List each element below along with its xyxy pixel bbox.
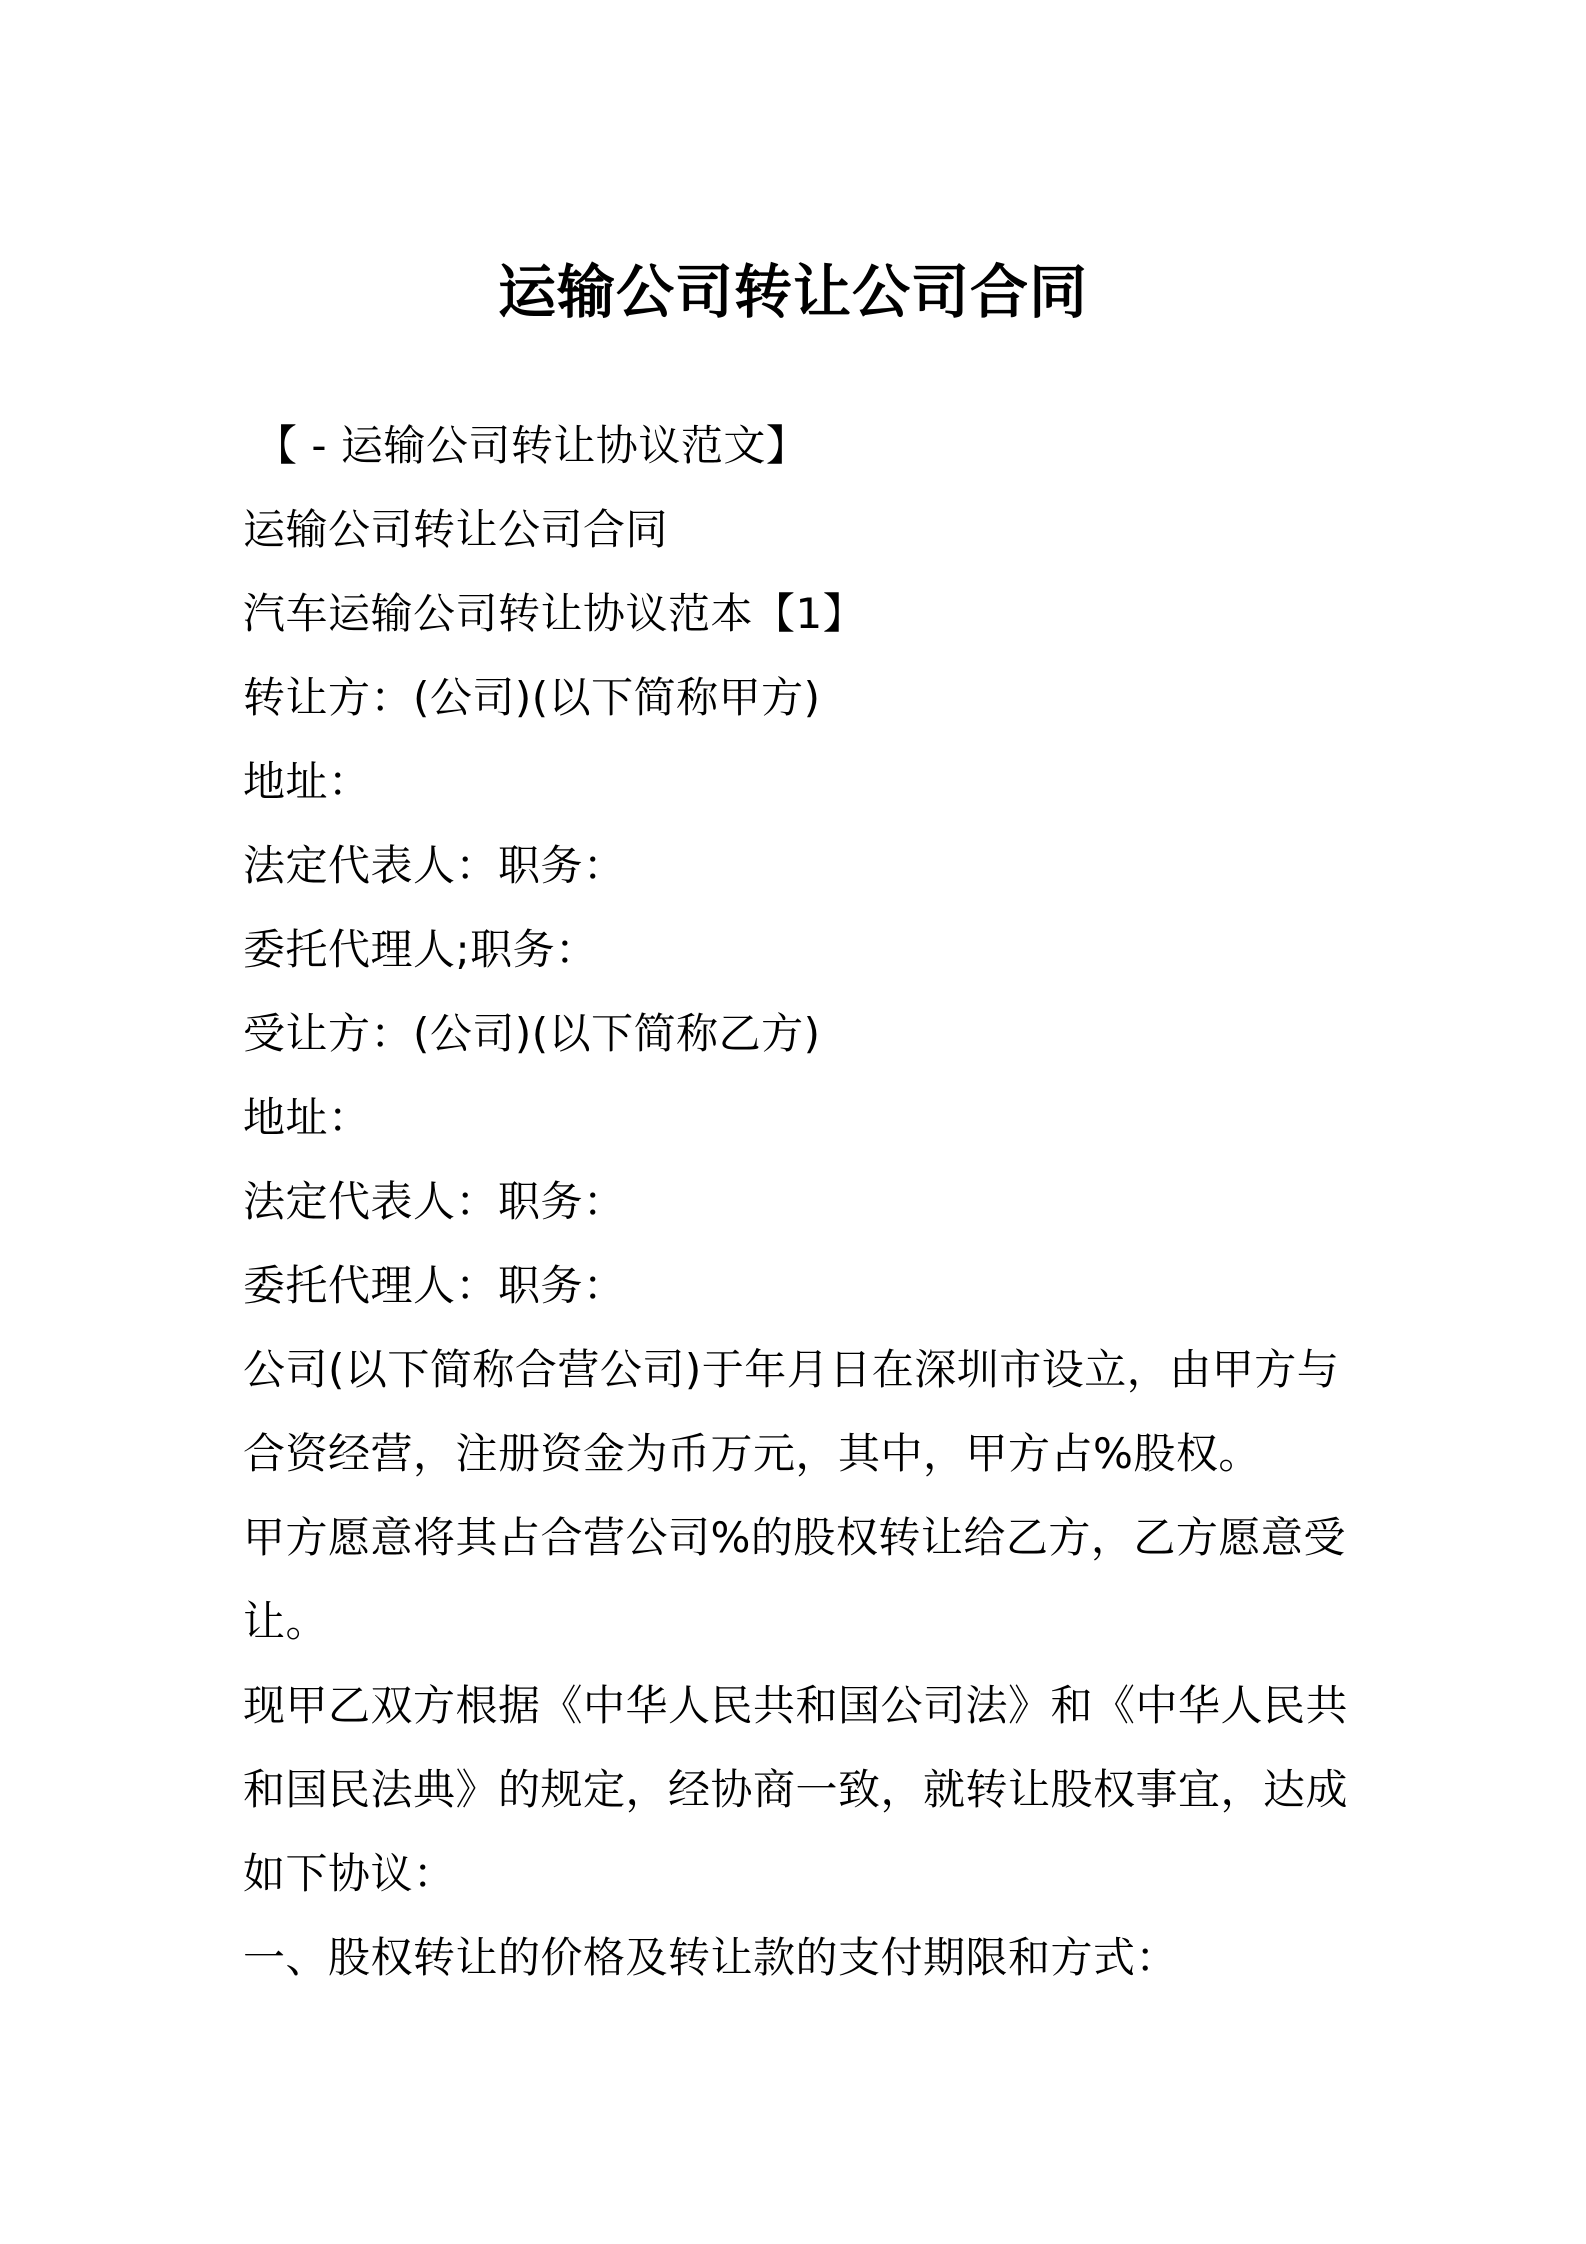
document-body xyxy=(243,404,1360,2000)
address-line: 地址： xyxy=(243,1093,371,1142)
body-line: 公司(以下简称合营公司)于年月日在深圳市设立，由甲方与 xyxy=(243,1345,1340,1394)
agent-line: 委托代理人;职务： xyxy=(243,925,598,974)
body-line: 汽车运输公司转让协议范本【1】 xyxy=(243,589,866,638)
body-line: 运输公司转让公司合同 xyxy=(243,505,669,554)
body-line: 甲方愿意将其占合营公司%的股权转让给乙方，乙方愿意受 xyxy=(243,1513,1346,1562)
legal-rep-line: 法定代表人：职务： xyxy=(243,1177,626,1226)
legal-rep-line: 法定代表人：职务： xyxy=(243,841,626,890)
section-heading: 一、股权转让的价格及转让款的支付期限和方式： xyxy=(243,1933,1179,1982)
address-line: 地址： xyxy=(243,757,371,806)
agent-line: 委托代理人：职务： xyxy=(243,1261,626,1310)
subtitle-line: 【 - 运输公司转让协议范文】 xyxy=(255,421,809,470)
transferee-line: 受让方：(公司)(以下简称乙方) xyxy=(243,1009,821,1058)
transferor-line: 转让方：(公司)(以下简称甲方) xyxy=(243,673,821,722)
body-line: 让。 xyxy=(243,1597,329,1646)
document-title: 运输公司转让公司合同 xyxy=(497,258,1088,326)
body-line: 现甲乙双方根据《中华人民共和国公司法》和《中华人民共 xyxy=(243,1681,1349,1730)
body-line: 合资经营，注册资金为币万元，其中，甲方占%股权。 xyxy=(243,1429,1261,1478)
body-line: 如下协议： xyxy=(243,1849,456,1898)
body-line: 和国民法典》的规定，经协商一致，就转让股权事宜，达成 xyxy=(243,1765,1349,1814)
